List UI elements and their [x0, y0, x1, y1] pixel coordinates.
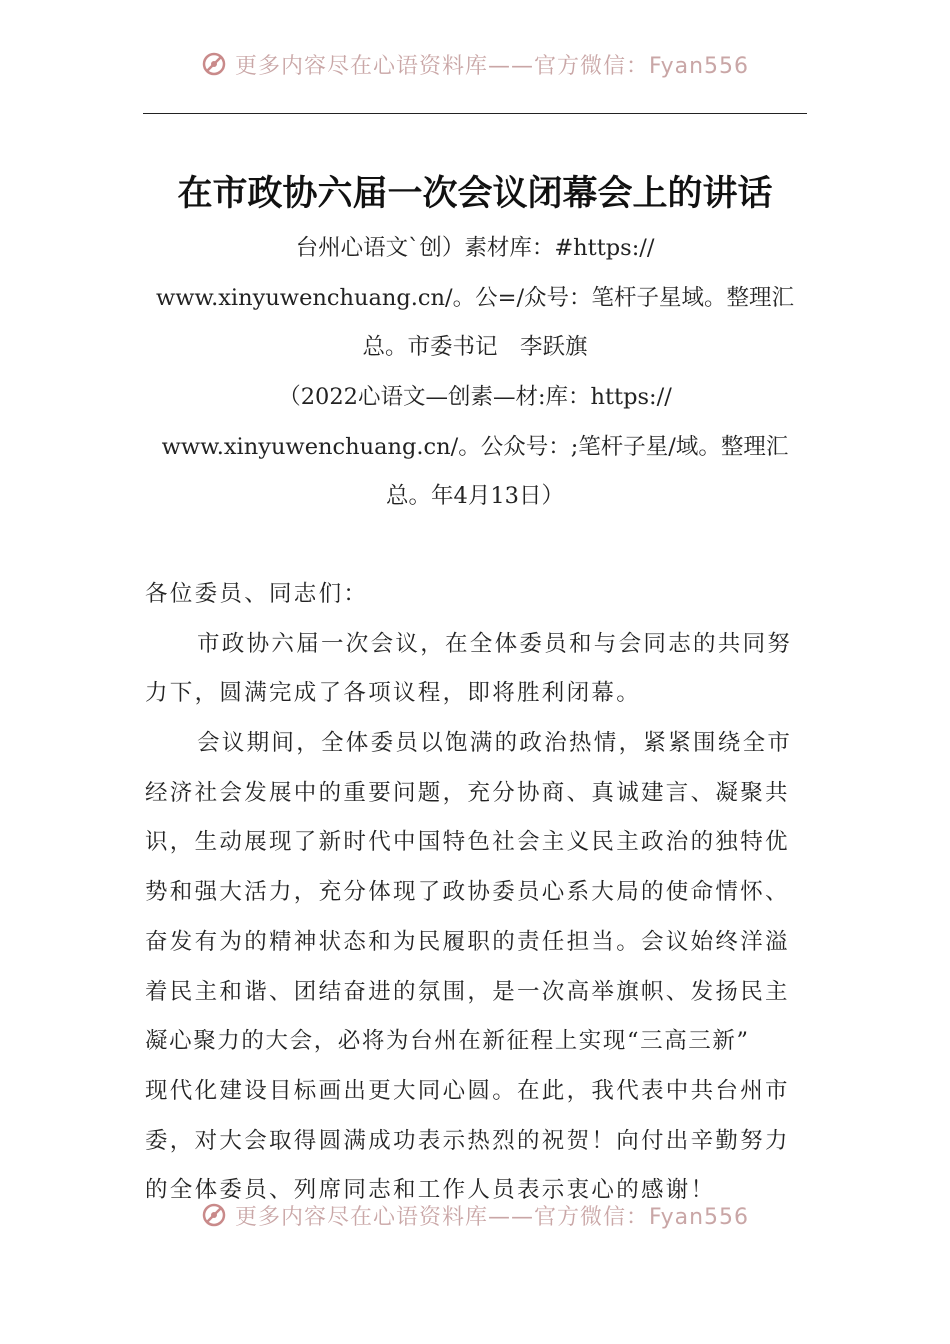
body-line: 市政协六届一次会议，在全体委员和与会同志的共同努 [197, 630, 793, 657]
subtitle-line: 总。年4月13日） [386, 483, 564, 510]
body-line: 力下，圆满完成了各项议程，即将胜利闭幕。 [145, 680, 642, 707]
document-body [145, 570, 807, 1216]
subtitle-line: www.xinyuwenchuang.cn/。公众号：;笔杆子星/域。整理汇 [161, 433, 789, 460]
body-line: 奋发有为的精神状态和为民履职的责任担当。会议始终洋溢 [145, 928, 790, 955]
header-watermark [0, 52, 950, 92]
document-title: 在市政协六届一次会议闭幕会上的讲话 [177, 173, 773, 214]
body-line: 委，对大会取得圆满成功表示热烈的祝贺！向付出辛勤努力 [145, 1127, 790, 1154]
subtitle-line: 台州心语文`创）素材库：#https:// [295, 235, 655, 261]
salutation: 各位委员、同志们： [145, 581, 369, 607]
document-subtitle [143, 224, 807, 522]
body-line: 识，生动展现了新时代中国特色社会主义民主政治的独特优 [145, 829, 790, 856]
watermark-text: 更多内容尽在心语资料库——官方微信：Fyan556 [234, 1204, 750, 1230]
watermark-logo-icon [201, 1203, 227, 1228]
body-line: 会议期间，全体委员以饱满的政治热情，紧紧围绕全市 [197, 730, 793, 757]
subtitle-line: （2022心语文—创素—材:库：https:// [278, 384, 672, 411]
body-line: 凝心聚力的大会，必将为台州在新征程上实现“三高三新” [145, 1028, 750, 1055]
body-line: 着民主和谐、团结奋进的氛围，是一次高举旗帜、发扬民主 [145, 978, 790, 1005]
watermark-text: 更多内容尽在心语资料库——官方微信：Fyan556 [234, 53, 750, 79]
footer-watermark [0, 1203, 950, 1243]
body-line: 势和强大活力，充分体现了政协委员心系大局的使命情怀、 [145, 879, 790, 906]
body-line: 的全体委员、列席同志和工作人员表示衷心的感谢！ [145, 1177, 716, 1204]
header-divider [143, 113, 807, 114]
subtitle-line: 总。市委书记 李跃旗 [362, 334, 588, 361]
watermark-logo-icon [201, 52, 227, 77]
body-line: 现代化建设目标画出更大同心圆。在此，我代表中共台州市 [145, 1077, 790, 1104]
body-line: 经济社会发展中的重要问题，充分协商、真诚建言、凝聚共 [145, 779, 790, 806]
subtitle-line: www.xinyuwenchuang.cn/。公=/众号：笔杆子星域。整理汇 [155, 284, 795, 311]
